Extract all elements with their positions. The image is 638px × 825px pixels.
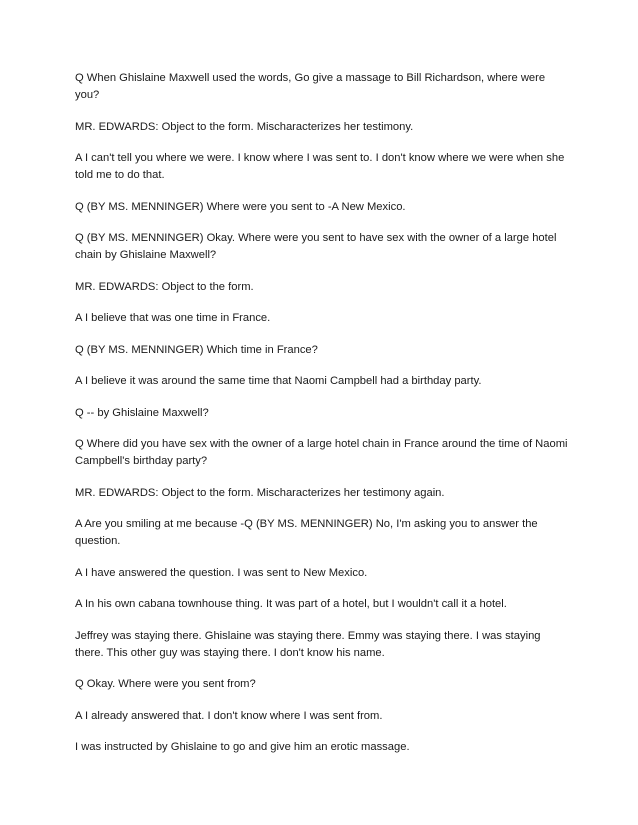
transcript-paragraph: MR. EDWARDS: Object to the form. Mischaracterizes her testimony. bbox=[75, 120, 414, 133]
transcript-paragraph: A In his own cabana townhouse thing. It was part of a hotel, but I wouldn't call it a hotel. bbox=[75, 598, 507, 610]
transcript-paragraph: Q (BY MS. MENNINGER) Which time in France? bbox=[75, 343, 318, 356]
transcript-paragraph: A Are you smiling at me because -Q (BY MS. MENNINGER) No, I'm asking you to answer the question. bbox=[75, 518, 538, 547]
transcript-paragraph: MR. EDWARDS: Object to the form. bbox=[75, 280, 254, 293]
transcript-paragraph: A I believe that was one time in France. bbox=[75, 312, 271, 324]
transcript-paragraph: A I have answered the question. I was sent to New Mexico. bbox=[75, 566, 368, 579]
transcript-paragraph: Q Where did you have sex with the owner of a large hotel chain in France around the time of Naomi Campbell's birthday party? bbox=[75, 438, 568, 467]
transcript-paragraph: Q Okay. Where were you sent from? bbox=[75, 678, 256, 690]
transcript-paragraph: A I already answered that. I don't know where I was sent from. bbox=[75, 709, 383, 722]
transcript-paragraph: Q -- by Ghislaine Maxwell? bbox=[75, 406, 209, 419]
transcript-paragraph: Q (BY MS. MENNINGER) Okay. Where were you sent to have sex with the owner of a large hotel chain by Ghislaine Maxwell? bbox=[75, 232, 557, 261]
transcript-body bbox=[75, 70, 570, 771]
transcript-paragraph: Jeffrey was staying there. Ghislaine was staying there. Emmy was staying there. I was staying there. This other guy was staying there. I don't know his name. bbox=[75, 629, 541, 659]
transcript-paragraph: Q (BY MS. MENNINGER) Where were you sent to -A New Mexico. bbox=[75, 200, 406, 213]
transcript-paragraph: A I can't tell you where we were. I know where I was sent to. I don't know where we were when she told me to do that. bbox=[75, 152, 565, 181]
transcript-paragraph: MR. EDWARDS: Object to the form. Mischaracterizes her testimony again. bbox=[75, 486, 445, 499]
transcript-paragraph: Q When Ghislaine Maxwell used the words, Go give a massage to Bill Richardson, where were you? bbox=[75, 72, 546, 101]
transcript-paragraph: I was instructed by Ghislaine to go and give him an erotic massage. bbox=[75, 741, 410, 753]
transcript-paragraph: A I believe it was around the same time that Naomi Campbell had a birthday party. bbox=[75, 375, 482, 387]
